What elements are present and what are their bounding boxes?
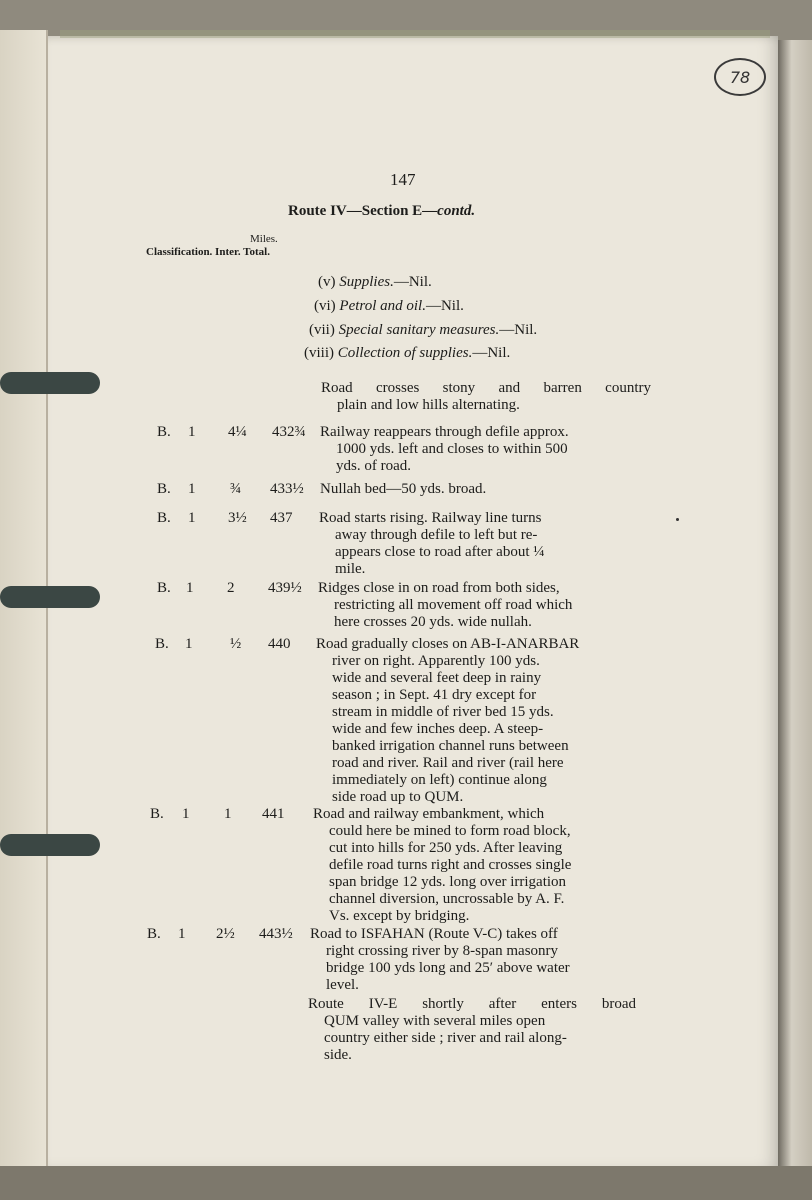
page-number: 147 (390, 170, 416, 189)
binding-cord (0, 834, 100, 856)
text-line: could here be mined to form road block, (329, 823, 571, 839)
text-line: immediately on left) continue along (332, 772, 547, 788)
classification: B. (157, 510, 171, 526)
subsection-number: (viii) (304, 345, 334, 361)
inter-miles: 1 (224, 806, 232, 822)
entry-description (319, 510, 649, 578)
text-line: Vs. except by bridging. (329, 908, 470, 924)
text-line: Road to ISFAHAN (Route V-C) takes off (310, 926, 558, 942)
subsection-vi (314, 298, 464, 315)
text-line: season ; in Sept. 41 dry except for (332, 687, 537, 703)
total-miles: 443½ (259, 926, 293, 942)
text-line: channel diversion, uncrossable by A. F. (329, 891, 565, 907)
class-grade: 1 (188, 424, 196, 440)
total-miles: 440 (268, 636, 291, 652)
intro-paragraph (321, 380, 651, 414)
text-line: level. (326, 977, 359, 993)
classification: B. (157, 424, 171, 440)
text-line: banked irrigation channel runs between (332, 738, 569, 754)
text-line: Road starts rising. Railway line turns (319, 510, 542, 526)
class-grade: 1 (188, 510, 196, 526)
text-line: wide and few inches deep. A steep- (332, 721, 544, 737)
inter-miles: 2 (227, 580, 235, 596)
entry-description (310, 926, 638, 994)
class-grade: 1 (185, 636, 193, 652)
text-line: river on right. Apparently 100 yds. (332, 653, 540, 669)
miles-label: Miles. (250, 233, 278, 245)
text-line: span bridge 12 yds. long over irrigation (329, 874, 567, 890)
text-line: country either side ; river and rail along- (324, 1030, 567, 1046)
classification: B. (157, 580, 171, 596)
text-line: restricting all movement off road which (334, 597, 573, 613)
section-heading (288, 203, 475, 220)
text-line: QUM valley with several miles open (324, 1013, 546, 1029)
subsection-viii (304, 345, 510, 362)
entry-description (316, 636, 646, 806)
total-miles: 439½ (268, 580, 302, 596)
text-line: defile road turns right and crosses single (329, 857, 572, 873)
subsection-title: Supplies. (339, 274, 394, 290)
inter-miles: 3½ (228, 510, 247, 526)
text-line: plain and low hills alternating. (337, 397, 520, 413)
inter-miles: ½ (230, 636, 242, 652)
subsection-number: (vi) (314, 298, 336, 314)
class-grade: 1 (186, 580, 194, 596)
total-miles: 437 (270, 510, 293, 526)
binding-cord (0, 586, 100, 608)
text-line: bridge 100 yds long and 25′ above water (326, 960, 570, 976)
text-line: Road crosses stony and barren country (321, 380, 651, 396)
text-line: here crosses 20 yds. wide nullah. (334, 614, 532, 630)
text-line: cut into hills for 250 yds. After leaving (329, 840, 563, 856)
text-line: away through defile to left but re- (335, 527, 538, 543)
text-line: right crossing river by 8-span masonry (326, 943, 559, 959)
binding-cord (0, 372, 100, 394)
text-line: Road gradually closes on AB-I-ANARBAR (316, 636, 580, 652)
subsection-number: (vii) (309, 322, 335, 338)
subsection-value: —Nil. (472, 345, 511, 361)
classification: B. (155, 636, 169, 652)
subsection-v (318, 274, 432, 291)
classification: B. (157, 481, 171, 497)
inter-miles: ¾ (230, 481, 242, 497)
entry-description (320, 481, 652, 498)
text-line: Road and railway embankment, which (313, 806, 545, 822)
subsection-title: Special sanitary measures. (338, 322, 500, 338)
text-line: wide and several feet deep in rainy (332, 670, 542, 686)
heading-suffix: contd. (437, 203, 476, 219)
column-headers: Classification. Inter. Total. (146, 246, 270, 258)
class-grade: 1 (182, 806, 190, 822)
text-line: Ridges close in on road from both sides, (318, 580, 560, 596)
text-line: Nullah bed—50 yds. broad. (320, 481, 487, 497)
classification: B. (147, 926, 161, 942)
total-miles: 441 (262, 806, 285, 822)
entry-description (318, 580, 648, 631)
heading-main: Route IV—Section E— (288, 203, 438, 219)
book-page-edges (778, 40, 812, 1180)
class-grade: 1 (188, 481, 196, 497)
text-line: stream in middle of river bed 15 yds. (332, 704, 554, 720)
text-line: 1000 yds. left and closes to within 500 (336, 441, 568, 457)
archive-folio-number: 78 (714, 58, 766, 96)
text-line: side road up to QUM. (332, 789, 464, 805)
entry-description (320, 424, 652, 475)
classification: B. (150, 806, 164, 822)
subsection-value: —Nil. (393, 274, 432, 290)
subsection-number: (v) (318, 274, 336, 290)
text-line: Railway reappears through defile approx. (320, 424, 569, 440)
subsection-title: Collection of supplies. (337, 345, 473, 361)
entry-description (313, 806, 641, 925)
subsection-vii (309, 322, 537, 339)
book-bottom-edge (0, 1166, 812, 1200)
text-line: appears close to road after about ¼ (335, 544, 545, 560)
inter-miles: 4¼ (228, 424, 247, 440)
ink-mark (676, 518, 679, 521)
text-line: mile. (335, 561, 366, 577)
text-line: Route IV-E shortly after enters broad (308, 996, 636, 1012)
page-top-band (60, 30, 770, 38)
text-line: road and river. Rail and river (rail here (332, 755, 564, 771)
inter-miles: 2½ (216, 926, 235, 942)
subsection-value: —Nil. (425, 298, 464, 314)
total-miles: 433½ (270, 481, 304, 497)
text-line: yds. of road. (336, 458, 411, 474)
subsection-title: Petrol and oil. (339, 298, 426, 314)
text-line: side. (324, 1047, 352, 1063)
class-grade: 1 (178, 926, 186, 942)
subsection-value: —Nil. (499, 322, 538, 338)
total-miles: 432¾ (272, 424, 306, 440)
closing-paragraph (308, 996, 636, 1064)
